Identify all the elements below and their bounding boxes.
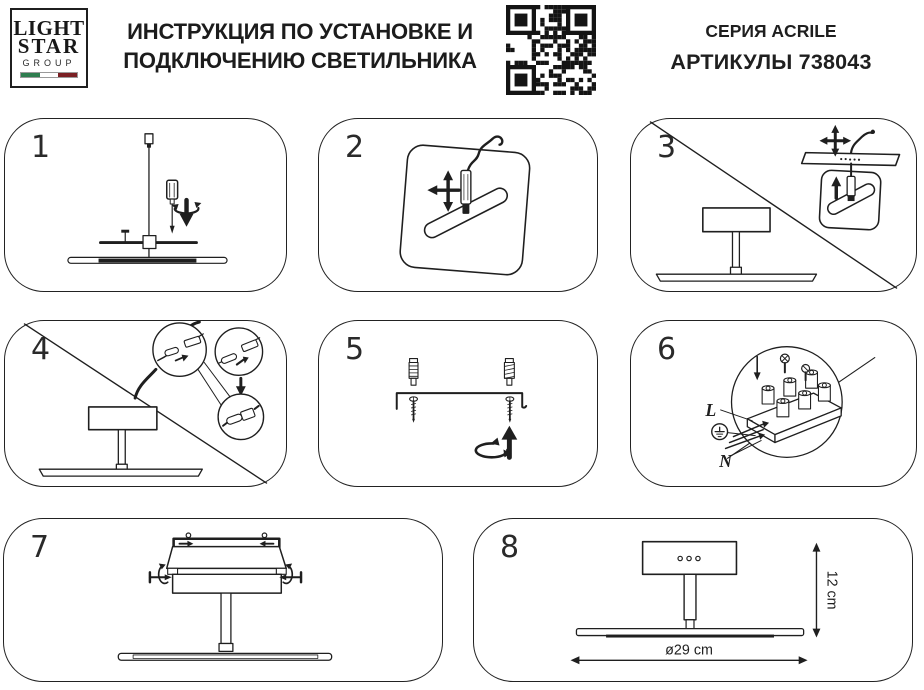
move-arrows-icon [819, 125, 851, 157]
lamp-stem [684, 574, 696, 619]
step-6-diagram [631, 321, 916, 486]
product-info [655, 21, 887, 75]
step-panel-7 [3, 518, 443, 682]
italian-flag-bar [20, 72, 78, 78]
logo-word-star: STAR [17, 33, 81, 58]
qr-code [506, 5, 596, 95]
step-panel-8 [473, 518, 913, 682]
screw-in-arrow-icon [476, 426, 517, 458]
rod-connector [847, 163, 855, 201]
step-1-diagram [5, 119, 286, 291]
step-panel-4 [4, 320, 287, 487]
article-number: АРТИКУЛЫ 738043 [670, 50, 872, 74]
line-label: L [705, 399, 717, 420]
diameter-value: ø29 cm [665, 642, 713, 659]
height-dimension [813, 543, 840, 638]
lightstar-logo [10, 8, 88, 88]
assembled-lamp [39, 407, 202, 476]
step-number: 6 [657, 332, 677, 367]
title-line-1: ИНСТРУКЦИЯ ПО УСТАНОВКЕ И [127, 19, 473, 44]
stem-foot [686, 620, 694, 629]
down-arrow-icon [236, 378, 246, 396]
height-value: 12 cm [823, 570, 840, 610]
flag-red [58, 73, 77, 77]
step-3-diagram [631, 119, 916, 291]
page-title [90, 17, 510, 75]
step-5-diagram [319, 321, 597, 486]
leader-line [197, 368, 221, 405]
canopy-cone [167, 547, 287, 569]
lamp-stem [221, 593, 231, 643]
canopy-tab [276, 568, 286, 574]
slide-arrow-icon [180, 541, 274, 547]
rotate-arrow-icon [172, 200, 202, 227]
step-2-diagram [319, 119, 597, 291]
magnifier-circle-joined [218, 394, 263, 439]
lamp-disc [118, 653, 331, 660]
wall-plug-icon [409, 359, 418, 386]
neutral-label: N [719, 451, 733, 472]
step-4-diagram [5, 321, 286, 486]
diameter-dimension [571, 642, 808, 664]
series-label: СЕРИЯ ACRILE [705, 21, 837, 41]
bracket-hole [186, 533, 191, 538]
step-number: 2 [345, 130, 365, 165]
flag-white [40, 73, 59, 77]
step-number: 5 [345, 332, 365, 367]
wall-plug-icon [504, 359, 514, 386]
canopy-body [173, 574, 282, 593]
step-7-diagram [4, 519, 442, 681]
step-number: 8 [500, 530, 520, 565]
earth-icon [712, 424, 728, 440]
step-panel-2 [318, 118, 598, 292]
step-number: 1 [31, 130, 51, 165]
screw-icon [506, 397, 514, 423]
title-line-2: ПОДКЛЮЧЕНИЮ СВЕТИЛЬНИКА [123, 48, 477, 73]
step-number: 3 [657, 130, 677, 165]
bracket-hole [262, 533, 267, 538]
step-panel-5 [318, 320, 598, 487]
step-panel-3 [630, 118, 917, 292]
flag-green [21, 73, 40, 77]
screw-icon [121, 230, 129, 242]
canopy-tab [168, 568, 178, 574]
step-panel-6 [630, 320, 917, 487]
rod-nut [143, 236, 156, 249]
logo-word-light: LIGHT [13, 15, 85, 40]
magnifier-circle-connectors [215, 328, 262, 375]
assembled-lamp [656, 208, 816, 281]
lamp-disc [576, 629, 803, 638]
screw-icon [410, 397, 418, 423]
step-8-diagram [474, 519, 912, 681]
hanging-wire [851, 130, 875, 153]
step-number: 4 [31, 332, 51, 367]
step-number: 7 [30, 530, 50, 565]
stem-foot [219, 643, 233, 651]
step-panel-1 [4, 118, 287, 292]
magnifier-circle-join [153, 323, 206, 376]
canopy-body [643, 542, 737, 575]
lamp-disc [68, 257, 227, 263]
power-wire [135, 369, 156, 398]
logo-word-group: GROUP [22, 57, 76, 68]
